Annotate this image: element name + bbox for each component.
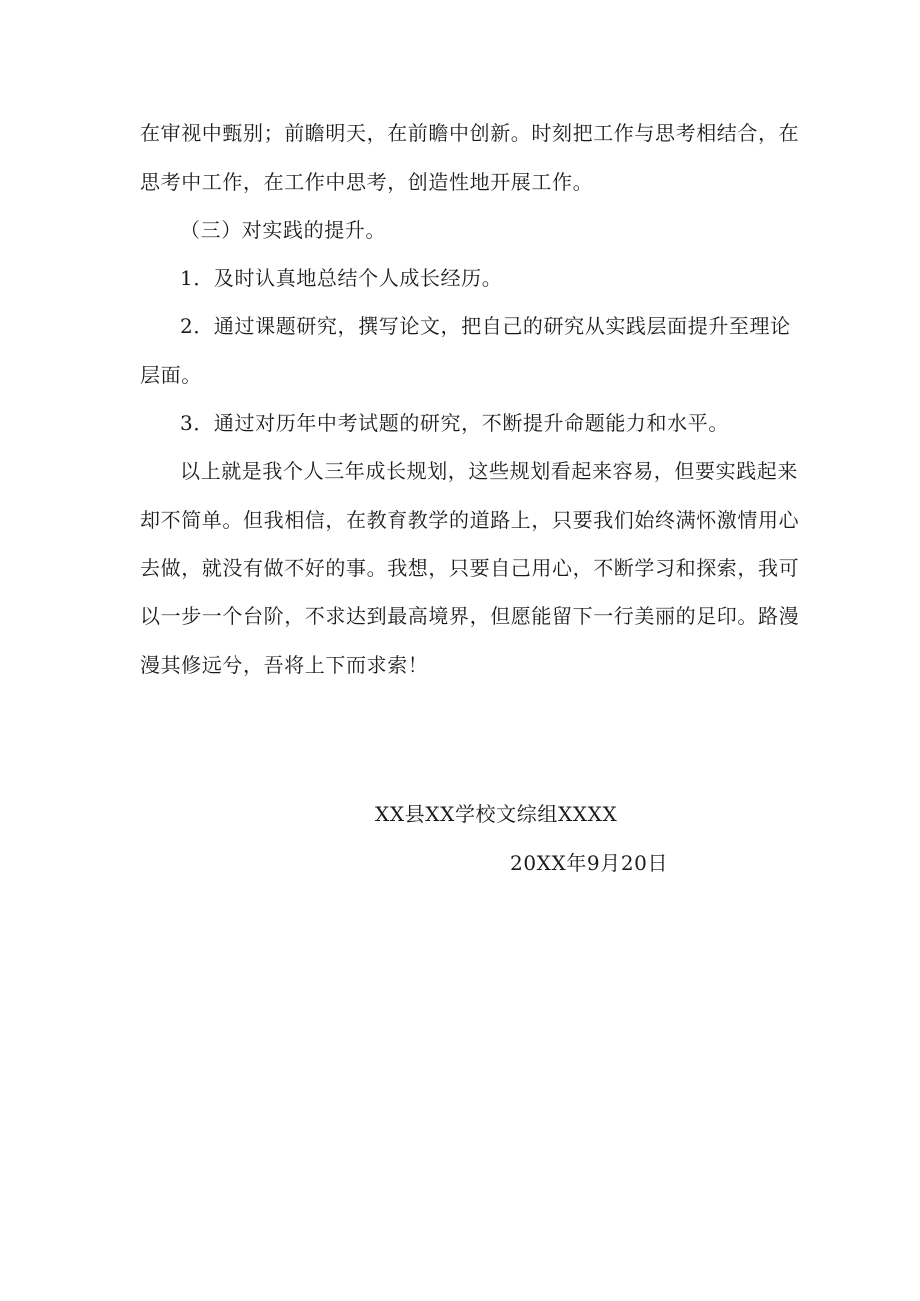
paragraph-line: 以上就是我个人三年成长规划，这些规划看起来容易，但要实践起来 <box>180 459 798 483</box>
paragraph-line: 漫其修远兮，吾将上下而求索！ <box>140 653 429 677</box>
list-item-continuation: 层面。 <box>140 363 202 387</box>
section-heading: （三）对实践的提升。 <box>180 218 386 242</box>
paragraph-line: 却不简单。但我相信，在教育教学的道路上，只要我们始终满怀激情用心 <box>140 508 800 532</box>
paragraph-line: 思考中工作，在工作中思考，创造性地开展工作。 <box>140 170 594 194</box>
paragraph-line: 去做，就没有做不好的事。我想，只要自己用心，不断学习和探索，我可 <box>140 556 800 580</box>
list-item: 2．通过课题研究，撰写论文，把自己的研究从实践层面提升至理论 <box>180 314 791 338</box>
list-item: 1．及时认真地总结个人成长经历。 <box>180 266 503 290</box>
paragraph-line: 在审视中甄别；前瞻明天，在前瞻中创新。时刻把工作与思考相结合，在 <box>140 121 800 145</box>
signature-organization: XX县XX学校文综组XXXX <box>375 802 618 826</box>
signature-date: 20XX年9月20日 <box>510 851 669 875</box>
paragraph-line: 以一步一个台阶，不求达到最高境界，但愿能留下一行美丽的足印。路漫 <box>140 604 800 628</box>
list-item: 3．通过对历年中考试题的研究，不断提升命题能力和水平。 <box>180 411 729 435</box>
